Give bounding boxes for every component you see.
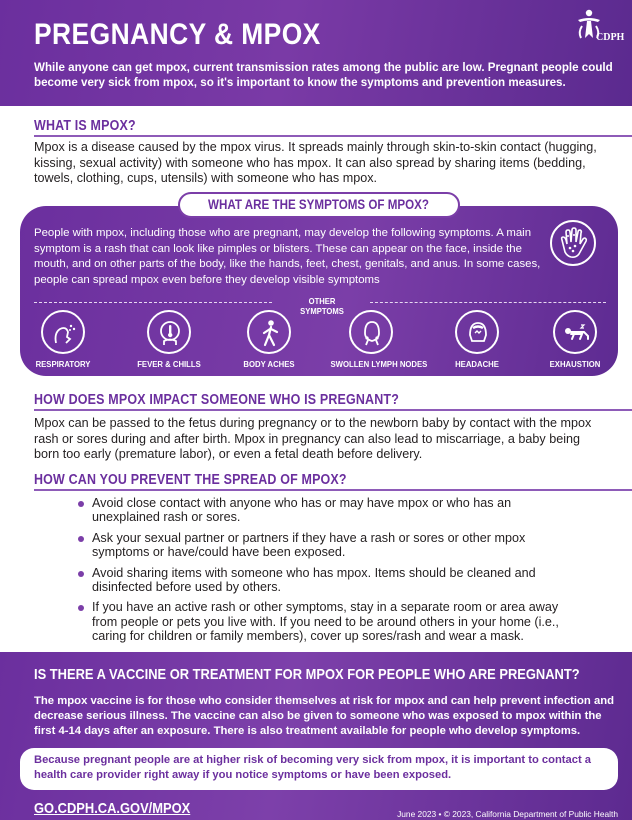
symptom-fever — [124, 310, 214, 369]
list-item: Avoid sharing items with someone who has mpox. Items should be cleaned and disinfected before used by others. — [78, 566, 578, 595]
what-is-heading: WHAT IS MPOX? — [34, 118, 136, 134]
other-symptoms-divider — [34, 296, 606, 316]
list-item: If you have an active rash or other symptoms, stay in a separate room or area away from people or pets you live with. If you need to be around others in your home (i.e., caring for children or family members), cover up sores/rash and wear a mask. — [78, 600, 578, 643]
symptom-headache — [432, 310, 522, 369]
symptom-label: BODY ACHES — [243, 359, 295, 369]
impact-body: Mpox can be passed to the fetus during pregnancy or to the newborn baby by contact with the mpox rash or sores during and after birth. Mpox in pregnancy can also lead to miscarriage, a baby being born too early (premature labor), or even a fetal death before delivery. — [34, 416, 592, 461]
what-is-body: Mpox is a disease caused by the mpox virus. It spreads mainly through skin-to-skin contact (hugging, kissing, sexual activity) with someone who has mpox. It can also spread by sharing items (bedding, towels, clothing, cups, utensils) with someone who has mpox. — [34, 140, 597, 185]
exhaustion-icon — [553, 310, 597, 354]
symptom-label: FEVER & CHILLS — [137, 359, 201, 369]
vaccine-heading: IS THERE A VACCINE OR TREATMENT FOR MPOX FOR PEOPLE WHO ARE PREGNANT? — [34, 666, 580, 683]
vaccine-body: The mpox vaccine is for those who consider themselves at risk for mpox and can help prevent infection and decrease serious illness. The vaccine can also be given to someone who was exposed to mpox within the first 4-14 days after an exposure. There is also treatment available for people who develop symptoms. — [34, 695, 615, 737]
headache-icon — [455, 310, 499, 354]
dashed-line-right — [370, 302, 606, 303]
respiratory-icon — [41, 310, 85, 354]
cdph-logo — [574, 8, 626, 48]
dashed-line-left — [34, 302, 272, 303]
intro-text: While anyone can get mpox, current transmission rates among the public are low. Pregnant people could become very sick from mpox, so it's important to know the symptoms and prevention measures. — [34, 61, 613, 89]
symptom-respiratory — [18, 310, 108, 369]
page-title: PREGNANCY & MPOX — [34, 18, 321, 51]
section-divider — [34, 135, 632, 137]
footer-copyright: June 2023 • © 2023, California Department of Public Health — [397, 809, 618, 819]
symptom-label: EXHAUSTION — [549, 359, 601, 369]
lymph-nodes-icon — [349, 310, 393, 354]
symptoms-panel — [20, 206, 618, 376]
list-item: Avoid close contact with anyone who has or may have mpox or who has an unexplained rash or sores. — [78, 496, 578, 525]
other-symptoms-label: OTHER SYMPTOMS — [300, 296, 344, 316]
prevention-list — [78, 496, 578, 650]
body-aches-icon — [247, 310, 291, 354]
symptoms-body: People with mpox, including those who are pregnant, may develop the following symptoms. A main symptom is a rash that can look like pimples or blisters. These can appear on the face, inside the mouth, and on other parts of the body, like the hands, feet, chest, genitals, and anus. In some cases, people can spread mpox even before they develop visible symptoms — [34, 227, 541, 286]
vaccine-section — [0, 652, 632, 820]
logo-text: CDPH — [596, 32, 625, 43]
symptom-label: SWOLLEN LYMPH NODES — [330, 359, 428, 369]
symptom-label: HEADACHE — [455, 359, 499, 369]
section-divider — [34, 489, 632, 491]
impact-heading: HOW DOES MPOX IMPACT SOMEONE WHO IS PREGNANT? — [34, 392, 400, 408]
footer-link[interactable]: GO.CDPH.CA.GOV/MPOX — [34, 800, 191, 817]
fever-icon — [147, 310, 191, 354]
section-divider — [34, 409, 632, 411]
header-banner — [0, 0, 632, 106]
symptoms-heading — [178, 192, 460, 218]
symptom-label: RESPIRATORY — [35, 359, 91, 369]
list-item: Ask your sexual partner or partners if they have a rash or sores or other mpox symptoms or have/could have been exposed. — [78, 531, 578, 560]
symptom-exhaustion — [530, 310, 620, 369]
hand-rash-icon — [550, 220, 596, 266]
provider-callout: Because pregnant people are at higher risk of becoming very sick from mpox, it is important to contact a health care provider right away if you notice symptoms or have been exposed. — [20, 748, 618, 790]
symptom-body-aches — [224, 310, 314, 369]
symptom-lymph-nodes — [326, 310, 428, 369]
prevent-heading: HOW CAN YOU PREVENT THE SPREAD OF MPOX? — [34, 472, 347, 488]
symptoms-heading-text: WHAT ARE THE SYMPTOMS OF MPOX? — [208, 197, 430, 212]
